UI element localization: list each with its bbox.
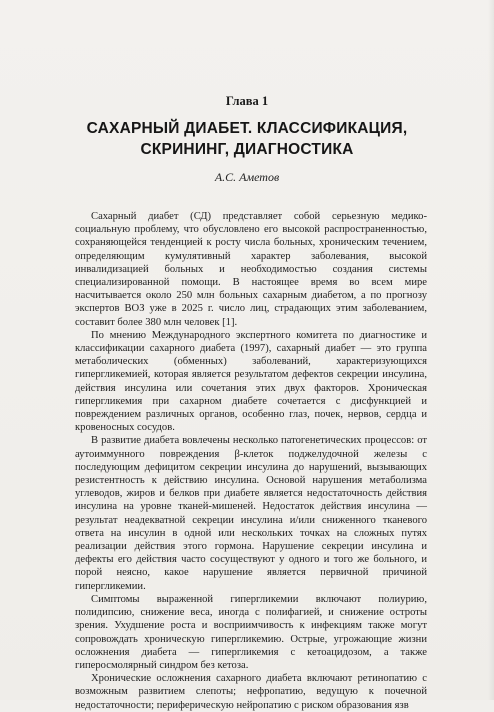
paragraph: Сахарный диабет (СД) представляет собой серьезную медико-социальную проблему, что обусловлено его высокой распространенностью, сохраняющейся тенденцией к росту числа больных, хроническим течением, определяющим кумулятивный характер заболевания, высокой инвалидизацией больных и необходимостью создания системы специализированной помощи. В настоящее время во всем мире насчитывается около 250 млн больных сахарным диабетом, а по прогнозу экспертов ВОЗ уже в 2025 г. число лиц, страдающих этим заболеванием, составит более 380 млн человек [1]. — [75, 211, 427, 328]
paragraph: Хронические осложнения сахарного диабета включают ретинопатию с возможным развитием слепоты; нефропатию, ведущую к почечной недостаточности; периферическую нейропатию с риском образования язв — [75, 673, 427, 711]
chapter-label: Глава 1 — [225, 94, 269, 108]
body-text — [75, 210, 427, 712]
chapter-title — [0, 118, 494, 160]
page-edge-shadow — [488, 0, 494, 700]
chapter-title-line-1: САХАРНЫЙ ДИАБЕТ. КЛАССИФИКАЦИЯ, — [86, 120, 408, 137]
paragraph: Симптомы выраженной гипергликемии включают полиурию, полидипсию, снижение веса, иногда с полифагией, и снижение остроты зрения. Ухудшение роста и восприимчивость к инфекциям также могут сопровождать хроническую гипергликемию. Острые, угрожающие жизни осложнения диабета — гипергликемия с кетоацидозом, а также гиперосмолярный синдром без кетоза. — [75, 593, 427, 671]
author-name: А.С. Аметов — [214, 170, 280, 184]
paragraph: По мнению Международного экспертного комитета по диагностике и классификации сахарного диабета (1997), сахарный диабет — это группа метаболических (обменных) заболеваний, характеризующихся гипергликемией, которая является результатом дефектов секреции инсулина, действия инсулина или сочетания этих двух факторов. Хроническая гипергликемия при сахарном диабете сочетается с дисфункцией и повреждением различных органов, особенно глаз, почек, нервов, сердца и кровеносных сосудов. — [75, 329, 427, 434]
chapter-title-line-2: СКРИНИНГ, ДИАГНОСТИКА — [140, 141, 354, 158]
paragraph: В развитие диабета вовлечены несколько патогенетических процессов: от аутоиммунного повреждения β-клеток поджелудочной железы с последующим дефицитом секреции инсулина до нарушений, вызывающих резистентность к действию инсулина. Основой нарушения метаболизма углеводов, жиров и белков при диабете является недостаточность действия инсулина на уровне тканей-мишеней. Недостаток действия инсулина — результат неадекватной секреции инсулина и/или сниженного тканевого ответа на инсулин в одной или нескольких точках на сложных путях реализации действия этого гормона. Нарушение секреции инсулина и дефекты его действия часто сосуществуют у одного и того же больного, и порой неясно, какое нарушение является первичной причиной гипергликемии. — [75, 435, 427, 592]
